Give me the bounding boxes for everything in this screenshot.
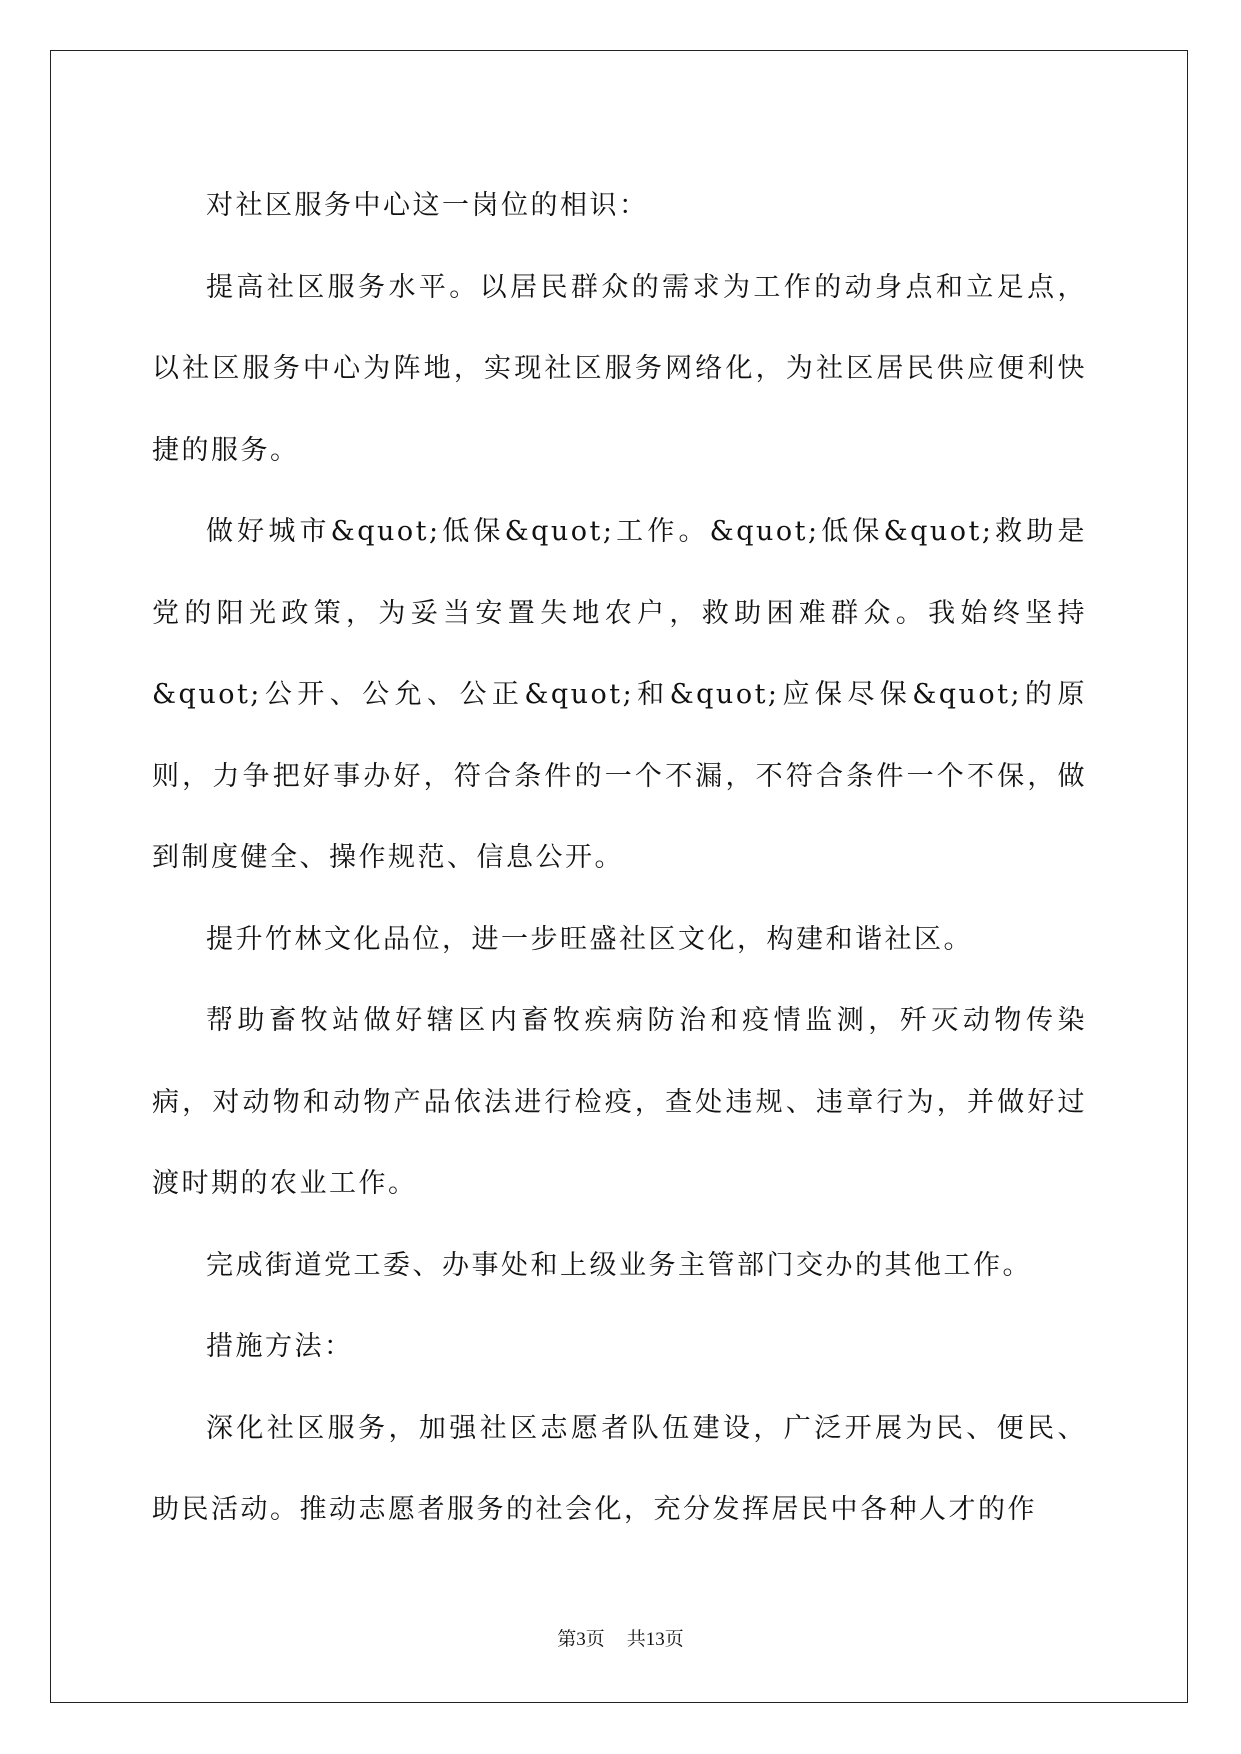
paragraph: 对社区服务中心这一岗位的相识： [206,190,649,221]
paragraph: 深化社区服务，加强社区志愿者队伍建设，广泛开展为民、便民、助民活动。推动志愿者服务的社会化，充分发挥居民中各种人才的作 [152,1412,1087,1525]
paragraph: 完成街道党工委、办事处和上级业务主管部门交办的其他工作。 [206,1249,1032,1281]
document-body [152,165,1087,1551]
total-pages: 共13页 [626,1629,684,1650]
paragraph: 提高社区服务水平。以居民群众的需求为工作的动身点和立足点，以社区服务中心为阵地，实现社区服务网络化，为社区居民供应便利快捷的服务。 [152,271,1087,466]
page-number: 第3页 [557,1629,605,1650]
page-footer [0,1624,1241,1651]
paragraph: 帮助畜牧站做好辖区内畜牧疾病防治和疫情监测，歼灭动物传染病，对动物和动物产品依法进行检疫，查处违规、违章行为，并做好过渡时期的农业工作。 [152,1005,1087,1199]
paragraph: 做好城市&quot;低保&quot;工作。&quot;低保&quot;救助是党的阳光政策，为妥当安置失地农户，救助困难群众。我始终坚持&quot;公开、公允、公正&quot;和&quot;应保尽保&quot;的原则，力争把好事办好，符合条件的一个不漏，不符合条件一个不保，做到制度健全、操作规范、信息公开。 [152,516,1087,873]
paragraph: 提升竹林文化品位，进一步旺盛社区文化，构建和谐社区。 [206,923,973,955]
paragraph: 措施方法： [206,1331,354,1362]
